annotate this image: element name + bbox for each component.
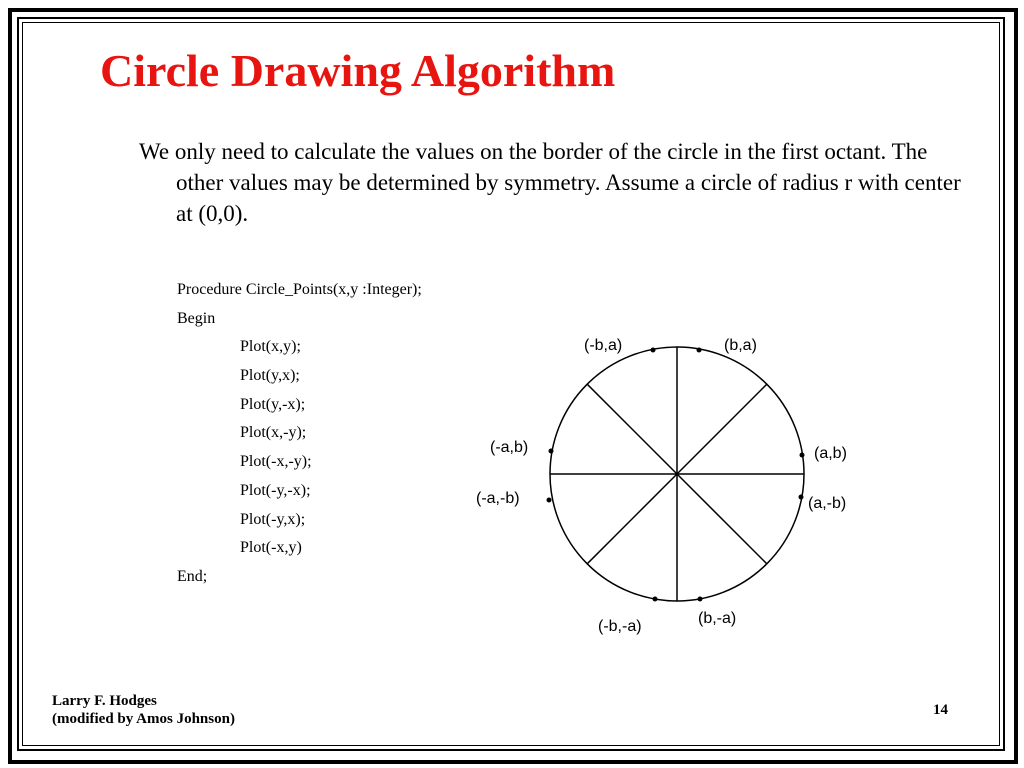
- code-statement: Plot(-y,-x);: [240, 481, 311, 499]
- point-neg-b-neg-a: [653, 597, 658, 602]
- point-neg-b-a: [651, 348, 656, 353]
- intro-paragraph: We only need to calculate the values on the border of the circle in the first octant. The other values may be determined by symmetry. Assume a circle of radius r with center at (0,0).: [139, 139, 961, 226]
- code-statement: Plot(-x,-y);: [240, 453, 312, 471]
- point-neg-a-b: [549, 449, 554, 454]
- code-statement: Plot(-y,x);: [240, 510, 306, 528]
- code-statement: Plot(x,-y);: [240, 424, 307, 442]
- page-number: 14: [933, 702, 948, 718]
- label-a-neg-b: (a,-b): [808, 495, 847, 512]
- code-end-line: End;: [177, 567, 208, 585]
- label-a-b: (a,b): [814, 445, 847, 462]
- footer-credits: [52, 692, 235, 728]
- code-statement: Plot(y,-x);: [240, 395, 306, 413]
- code-statement: Plot(x,y);: [240, 338, 301, 356]
- label-neg-a-neg-b: (-a,-b): [476, 490, 520, 507]
- code-procedure-line: Procedure Circle_Points(x,y :Integer);: [177, 281, 422, 298]
- label-neg-b-neg-a: (-b,-a): [598, 618, 642, 635]
- slide-title: Circle Drawing Algorithm: [100, 45, 616, 96]
- point-a-b: [800, 453, 805, 458]
- label-neg-b-a: (-b,a): [584, 337, 623, 354]
- point-b-neg-a: [698, 597, 703, 602]
- label-b-neg-a: (b,-a): [698, 610, 737, 627]
- point-a-neg-b: [799, 495, 804, 500]
- code-statement: Plot(y,x);: [240, 367, 300, 385]
- label-neg-a-b: (-a,b): [490, 439, 529, 456]
- code-begin-line: Begin: [177, 309, 216, 327]
- point-neg-a-neg-b: [547, 498, 552, 503]
- point-b-a: [697, 348, 702, 353]
- footer-author: Larry F. Hodges: [52, 693, 157, 709]
- label-b-a: (b,a): [724, 337, 757, 354]
- code-statement: Plot(-x,y): [240, 539, 302, 557]
- footer-modified: (modified by Amos Johnson): [52, 711, 235, 727]
